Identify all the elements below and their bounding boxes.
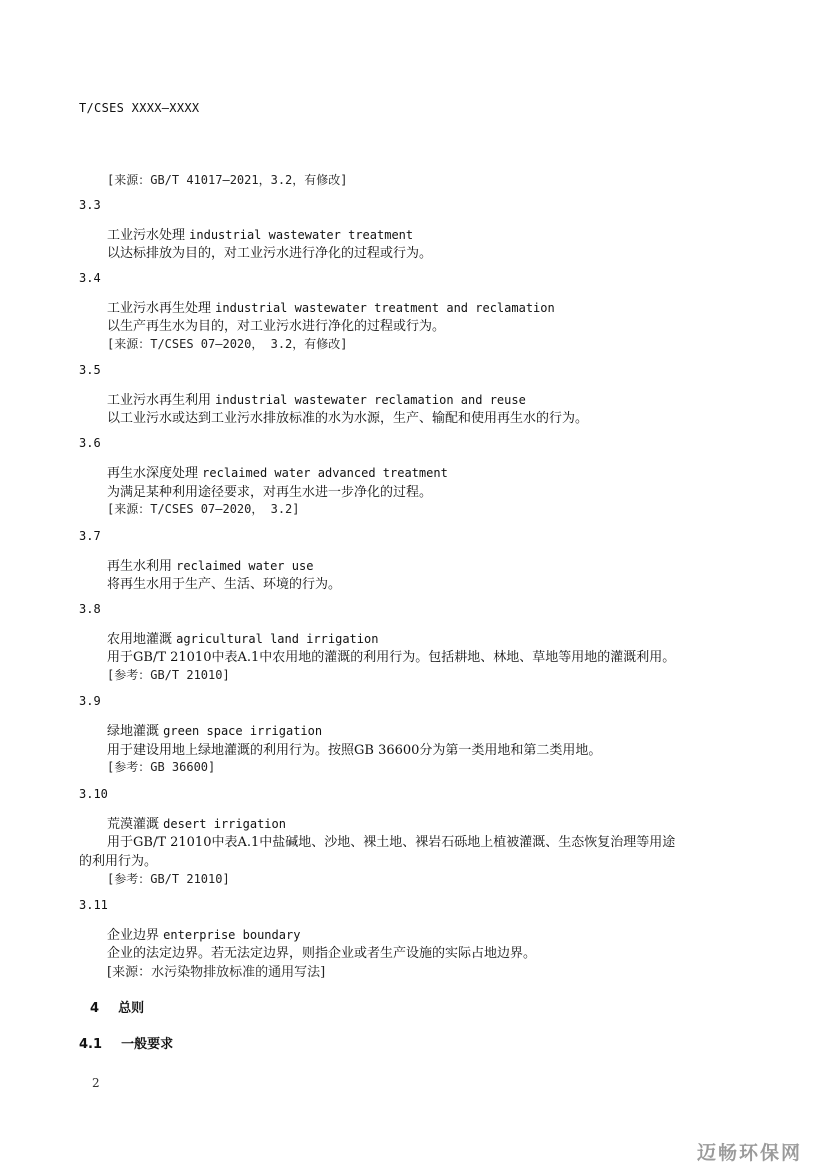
- term-en: agricultural land irrigation: [176, 632, 379, 646]
- term-en: industrial wastewater treatment: [189, 228, 414, 242]
- term-en: industrial wastewater treatment and reclamation: [215, 301, 555, 315]
- term-cn: 企业边界: [107, 928, 160, 943]
- term-en: enterprise boundary: [163, 928, 301, 942]
- definition-3-7: 将再生水用于生产、生活、环境的行为。: [107, 577, 342, 592]
- definition-3-3: 以达标排放为目的，对工业污水进行净化的过程或行为。: [107, 246, 433, 261]
- clause-number-3-5: 3.5: [79, 363, 101, 377]
- clause-number-3-6: 3.6: [79, 436, 101, 450]
- term-3-10: [107, 813, 286, 832]
- term-cn: 工业污水再生处理: [107, 301, 212, 316]
- term-cn: 荒漠灌溉: [107, 817, 160, 832]
- definition-3-8: 用于GB/T 21010中表A.1中农用地的灌溉的利用行为。包括耕地、林地、草地等用地的灌溉利用。: [107, 650, 676, 665]
- term-en: reclaimed water use: [176, 559, 314, 573]
- clause-number-3-8: 3.8: [79, 602, 101, 616]
- definition-3-4: 以生产再生水为目的，对工业污水进行净化的过程或行为。: [107, 319, 446, 334]
- source-note: [来源：T/CSES 07—2020， 3.2]: [107, 502, 300, 516]
- term-en: reclaimed water advanced treatment: [202, 466, 448, 480]
- section-title: 一般要求: [121, 1037, 174, 1052]
- chapter-title: 总则: [118, 1001, 145, 1016]
- term-cn: 再生水深度处理: [107, 466, 199, 481]
- term-3-7: [107, 555, 313, 574]
- term-cn: 工业污水再生利用: [107, 393, 212, 408]
- term-3-11: [107, 924, 300, 943]
- definition-3-6: 为满足某种利用途径要求，对再生水进一步净化的过程。: [107, 485, 433, 500]
- document-code-header: T/CSES XXXX—XXXX: [79, 101, 200, 115]
- term-cn: 绿地灌溉: [107, 724, 160, 739]
- source-note: [来源：T/CSES 07—2020， 3.2，有修改]: [107, 337, 348, 351]
- clause-number-3-7: 3.7: [79, 529, 101, 543]
- term-3-5: [107, 389, 526, 408]
- section-number: 4.1: [79, 1037, 103, 1052]
- reference-note: [参考：GB/T 21010]: [107, 872, 230, 886]
- definition-3-5: 以工业污水或达到工业污水排放标准的水为水源，生产、输配和使用再生水的行为。: [107, 411, 589, 426]
- clause-number-3-9: 3.9: [79, 694, 101, 708]
- source-note: [来源：水污染物排放标准的通用写法]: [107, 965, 326, 980]
- definition-3-11: 企业的法定边界。若无法定边界，则指企业或者生产设施的实际占地边界。: [107, 946, 537, 961]
- term-3-4: [107, 297, 555, 316]
- clause-number-3-4: 3.4: [79, 271, 101, 285]
- reference-note: [参考：GB 36600]: [107, 760, 216, 774]
- term-3-8: [107, 628, 378, 647]
- watermark: 迈畅环保网: [697, 1142, 803, 1164]
- term-3-6: [107, 462, 448, 481]
- section-heading: [79, 1033, 173, 1052]
- page-number: 2: [92, 1076, 100, 1090]
- term-3-3: [107, 224, 413, 243]
- term-cn: 工业污水处理: [107, 228, 186, 243]
- term-3-9: [107, 720, 322, 739]
- source-note: [来源：GB/T 41017—2021，3.2，有修改]: [107, 173, 348, 187]
- chapter-number: 4: [90, 1001, 100, 1016]
- definition-3-9: 用于建设用地上绿地灌溉的利用行为。按照GB 36600分为第一类用地和第二类用地。: [107, 743, 602, 758]
- definition-3-10-line-2: 的利用行为。: [79, 854, 158, 869]
- chapter-heading: [90, 997, 144, 1016]
- definition-3-10-line-1: 用于GB/T 21010中表A.1中盐碱地、沙地、裸土地、裸岩石砾地上植被灌溉、生态恢复治理等用途: [107, 835, 676, 850]
- clause-number-3-10: 3.10: [79, 787, 108, 801]
- term-cn: 农用地灌溉: [107, 632, 173, 647]
- term-en: industrial wastewater reclamation and reuse: [215, 393, 526, 407]
- term-en: green space irrigation: [163, 724, 323, 738]
- reference-note: [参考：GB/T 21010]: [107, 668, 230, 682]
- term-en: desert irrigation: [163, 817, 286, 831]
- term-cn: 再生水利用: [107, 559, 173, 574]
- clause-number-3-3: 3.3: [79, 198, 101, 212]
- clause-number-3-11: 3.11: [79, 898, 108, 912]
